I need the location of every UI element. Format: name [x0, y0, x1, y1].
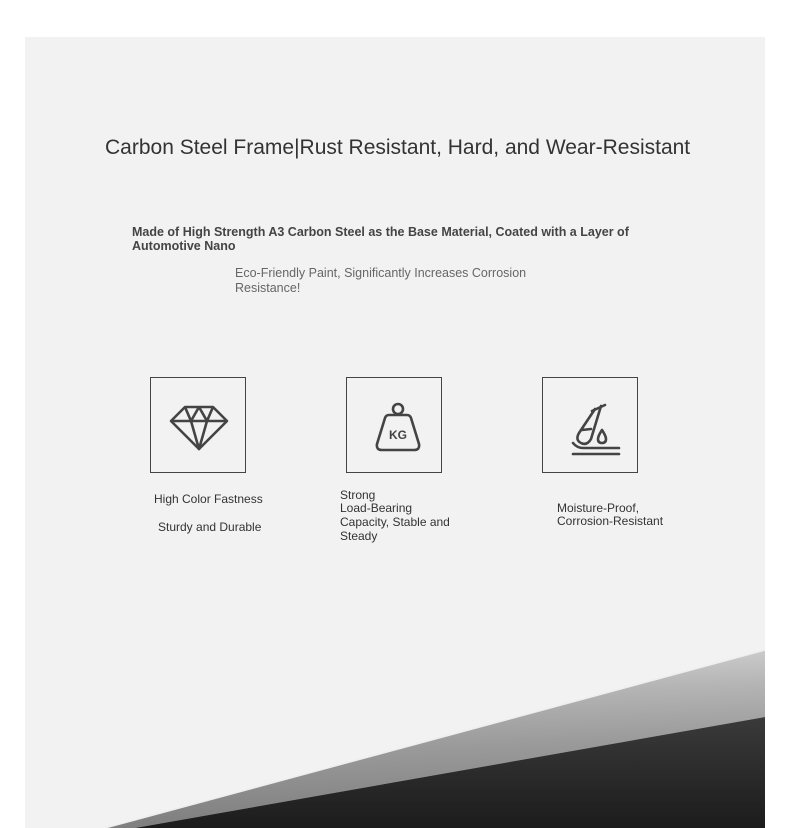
feature-label-load-bearing: Load-Bearing Capacity, Stable and Steady — [340, 501, 450, 543]
description-line-1: Made of High Strength A3 Carbon Steel as the Base Material, Coated with a Layer of Automotive Nano — [132, 225, 629, 253]
description-line-2: Eco-Friendly Paint, Significantly Increases Corrosion Resistance! — [235, 266, 527, 295]
product-feature-panel — [25, 37, 765, 828]
feature-label-sturdy: Sturdy and Durable — [158, 520, 262, 534]
feature-label-color-fastness: High Color Fastness — [154, 492, 263, 506]
feature-label-corrosion-resistant: Corrosion-Resistant — [557, 514, 664, 528]
section-heading: Carbon Steel Frame|Rust Resistant, Hard, and Wear-Resistant — [105, 136, 691, 159]
weight-kg-text: KG — [389, 428, 407, 442]
steel-frame-image — [25, 37, 765, 828]
feature-label-moisture-proof: Moisture-Proof, — [557, 501, 640, 515]
feature-label-strong: Strong — [340, 488, 376, 502]
